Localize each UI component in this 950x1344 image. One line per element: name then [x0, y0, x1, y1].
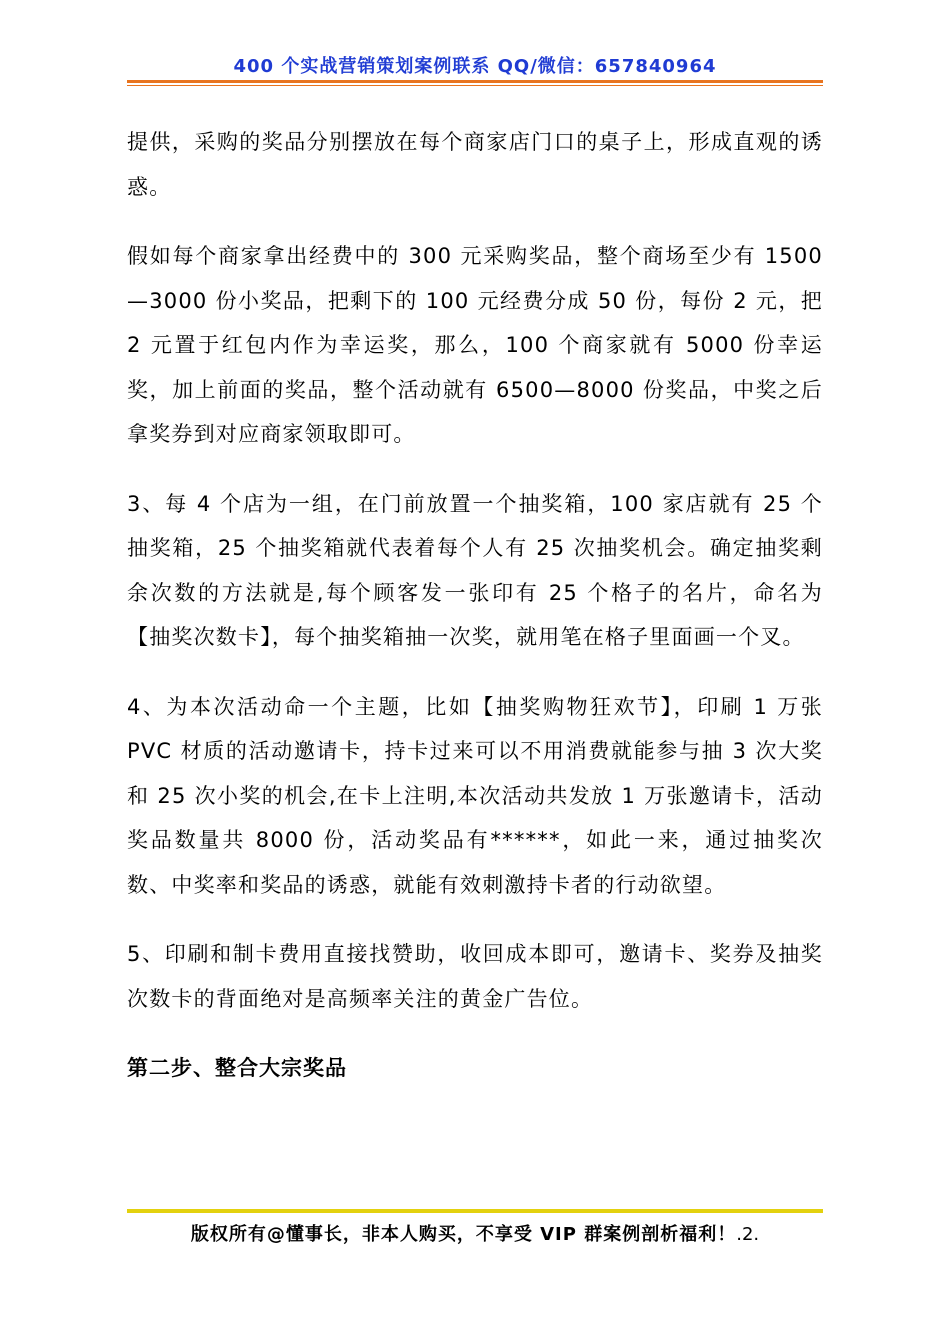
- page-number: .2.: [736, 1224, 760, 1245]
- paragraph: 假如每个商家拿出经费中的 300 元采购奖品，整个商场至少有 1500—3000 份小奖品，把剩下的 100 元经费分成 50 份，每份 2 元，把 2 元置于红包内作为幸运奖，那么，100 个商家就有 5000 份幸运奖，加上前面的奖品，整个活动就有 6500—8000 份奖品，中奖之后拿奖券到对应商家领取即可。: [127, 244, 823, 446]
- paragraph: 3、每 4 个店为一组，在门前放置一个抽奖箱，100 家店就有 25 个抽奖箱，25 个抽奖箱就代表着每个人有 25 次抽奖机会。确定抽奖剩余次数的方法就是,每个顾客发一张印有 25 个格子的名片，命名为【抽奖次数卡】，每个抽奖箱抽一次奖，就用笔在格子里面画一个叉。: [127, 491, 823, 649]
- paragraph: 5、印刷和制卡费用直接找赞助，收回成本即可，邀请卡、奖券及抽奖次数卡的背面绝对是高频率关注的黄金广告位。: [127, 942, 823, 1011]
- footer-rule: [127, 1209, 823, 1213]
- header-rule-thin: [127, 85, 823, 86]
- header-rule-thick: [127, 80, 823, 83]
- document-body: [127, 120, 823, 1090]
- section-heading: 第二步、整合大宗奖品: [127, 1056, 347, 1080]
- page-header: 400 个实战营销策划案例联系 QQ/微信：657840964: [233, 56, 717, 77]
- copyright-notice: 版权所有@懂事长，非本人购买，不享受 VIP 群案例剖析福利！: [190, 1224, 737, 1245]
- paragraph: 4、为本次活动命一个主题，比如【抽奖购物狂欢节】，印刷 1 万张 PVC 材质的活动邀请卡，持卡过来可以不用消费就能参与抽 3 次大奖和 25 次小奖的机会,在卡上注明,本次活动共发放 1 万张邀请卡，活动奖品数量共 8000 份，活动奖品有******，如此一来，通过抽奖次数、中奖率和奖品的诱惑，就能有效刺激持卡者的行动欲望。: [127, 694, 823, 897]
- paragraph: 提供，采购的奖品分别摆放在每个商家店门口的桌子上，形成直观的诱惑。: [127, 130, 823, 199]
- page-footer: [127, 1222, 823, 1248]
